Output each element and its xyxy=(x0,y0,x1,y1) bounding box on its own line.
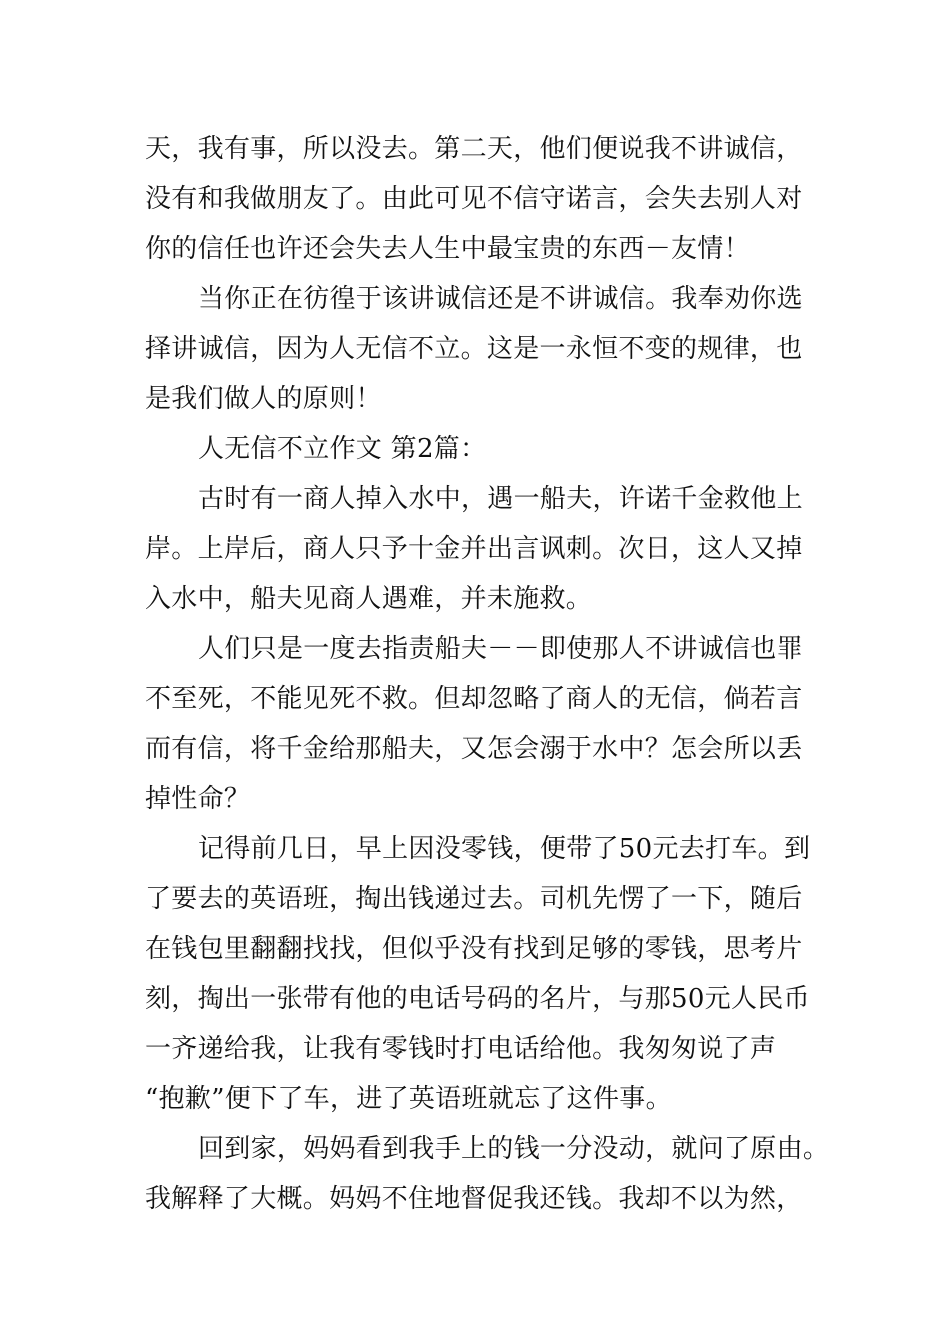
text-line: 岸。上岸后，商人只予十金并出言讽刺。次日，这人又掉 xyxy=(145,534,803,564)
text-line: 而有信，将千金给那船夫，又怎会溺于水中？怎会所以丢 xyxy=(145,734,803,764)
section-heading: 人无信不立作文 第2篇： xyxy=(198,434,487,464)
text-line: 天，我有事，所以没去。第二天，他们便说我不讲诚信， xyxy=(145,134,803,164)
text-line: 一齐递给我，让我有零钱时打电话给他。我匆匆说了声 xyxy=(145,1034,777,1064)
text-line: 掉性命？ xyxy=(145,784,251,814)
text-line: 了要去的英语班，掏出钱递过去。司机先愣了一下，随后 xyxy=(145,884,803,914)
text-line: 回到家，妈妈看到我手上的钱一分没动，就问了原由。 xyxy=(198,1134,830,1164)
text-line: 记得前几日，早上因没零钱，便带了50元去打车。到 xyxy=(198,834,811,864)
text-line: 人们只是一度去指责船夫－－即使那人不讲诚信也罪 xyxy=(198,634,803,664)
text-line: 没有和我做朋友了。由此可见不信守诺言，会失去别人对 xyxy=(145,184,803,214)
text-line: 是我们做人的原则！ xyxy=(145,384,382,414)
text-line: 当你正在彷徨于该讲诚信还是不讲诚信。我奉劝你选 xyxy=(198,284,803,314)
text-line: 不至死，不能见死不救。但却忽略了商人的无信，倘若言 xyxy=(145,684,803,714)
text-line: 古时有一商人掉入水中，遇一船夫，许诺千金救他上 xyxy=(198,484,803,514)
text-line: “抱歉”便下了车，进了英语班就忘了这件事。 xyxy=(145,1084,672,1114)
text-line: 刻，掏出一张带有他的电话号码的名片，与那50元人民币 xyxy=(145,984,810,1014)
text-line: 我解释了大概。妈妈不住地督促我还钱。我却不以为然， xyxy=(145,1184,803,1214)
text-line: 在钱包里翻翻找找，但似乎没有找到足够的零钱，思考片 xyxy=(145,934,803,964)
text-line: 你的信任也许还会失去人生中最宝贵的东西－友情！ xyxy=(145,234,750,264)
text-line: 入水中，船夫见商人遇难，并未施救。 xyxy=(145,584,593,614)
text-line: 择讲诚信，因为人无信不立。这是一永恒不变的规律，也 xyxy=(145,334,803,364)
